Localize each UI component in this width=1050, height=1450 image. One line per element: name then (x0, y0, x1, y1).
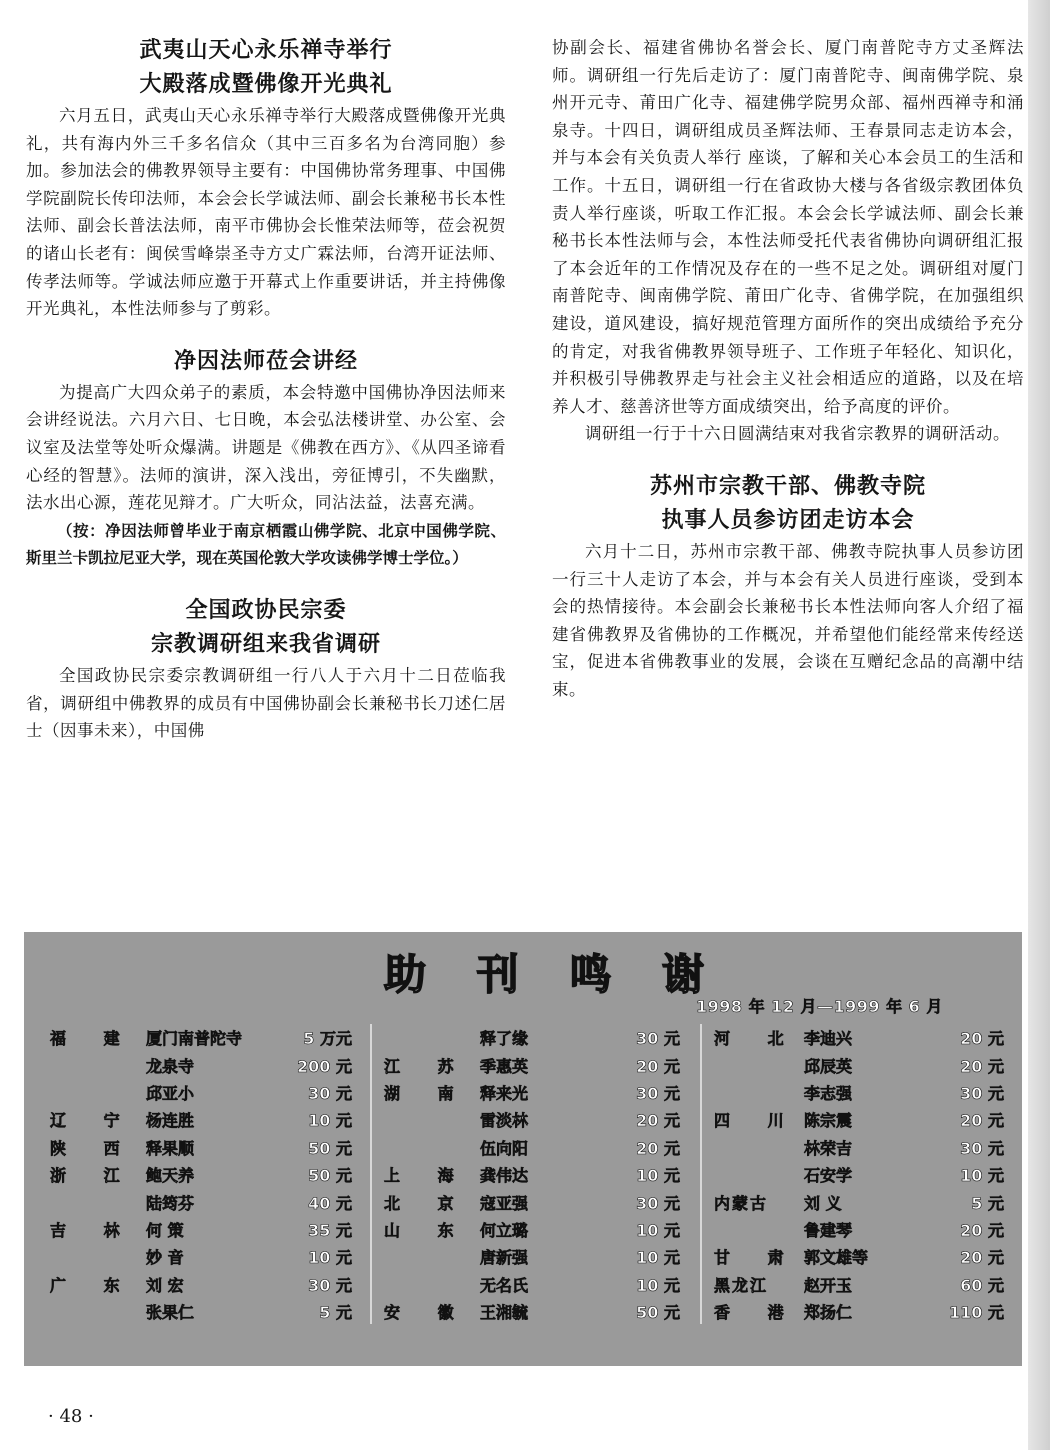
article3-title-line1: 全国政协民宗委 (185, 597, 347, 623)
donor-province (714, 1079, 804, 1106)
donation-title-char: 鸣 (569, 950, 612, 999)
donor-name: 雷淡林 (480, 1111, 529, 1131)
donor-row (50, 1298, 352, 1325)
article1-body: 六月五日，武夷山天心永乐禅寺举行大殿落成暨佛像开光典礼，共有海内外三千多名信众（其中三百多名为台湾同胞）参加。参加法会的佛教界领导主要有：中国佛协常务理事、中国佛学院副院长传印法师，本会会长学诚法师、副会长兼秘书长本性法师、副会长普法法师，南平市佛协会长惟荣法师等，莅会祝贺的诸山长老有：闽侯雪峰崇圣寺方丈广霖法师，台湾开证法师、传孝法师等。学诚法师应邀于开幕式上作重要讲话，并主持佛像开光典礼，本性法师参与了剪彩。 (26, 106, 506, 319)
donor-province: 四 川 (714, 1111, 800, 1131)
article3-title-line2: 宗教调研组来我省调研 (150, 631, 381, 657)
donor-province (714, 1051, 804, 1078)
donor-name: 李迪兴 (804, 1029, 853, 1049)
donor-row (50, 1216, 352, 1243)
donor-amount: 20 元 (636, 1056, 680, 1076)
donor-row (384, 1298, 680, 1325)
donor-amount: 10 元 (308, 1248, 352, 1268)
article4-body: 六月十二日，苏州市宗教干部、佛教寺院执事人员参访团一行三十人走访了本会，并与本会有关人员进行座谈，受到本会的热情接待。本会副会长兼秘书长本性法师向客人介绍了福建省佛教界及省佛协的工作概况，并希望他们能经常来传经送宝，促进本省佛教事业的发展，会谈在互赠纪念品的高潮中结束。 (552, 541, 1024, 699)
donor-name: 无名氏 (480, 1275, 529, 1295)
donor-row (384, 1024, 680, 1051)
donor-province: 上 海 (384, 1166, 470, 1186)
donor-row (384, 1134, 680, 1161)
donor-name: 季惠英 (480, 1056, 529, 1076)
donor-province: 湖 南 (384, 1083, 470, 1103)
donor-row (50, 1024, 352, 1051)
donor-name: 刘 宏 (146, 1275, 184, 1295)
donor-row (384, 1216, 680, 1243)
donor-name: 李志强 (804, 1083, 853, 1103)
donor-name: 邱辰英 (804, 1056, 853, 1076)
donor-name: 陆筠芬 (146, 1193, 195, 1213)
donor-province: 辽 宁 (50, 1111, 136, 1131)
donor-row (50, 1079, 352, 1106)
donor-name: 赵开玉 (804, 1275, 853, 1295)
article3-body-right: 协副会长、福建省佛协名誉会长、厦门南普陀寺方丈圣辉法师。调研组一行先后走访了：厦门南普陀寺、闽南佛学院、泉州开元寺、莆田广化寺、福建佛学院男众部、福州西禅寺和涌泉寺。十四日，调研组成员圣辉法师、王春景同志走访本会，并与本会有关负责人举行 座谈，了解和关心本会员工的生活和工作。十五日，调研组一行在省政协大楼与各省级宗教团体负责人举行座谈，听取工作汇报。本会会长学诚法师、副会长兼秘书长本性法师与会，本性法师受托代表省佛协向调研组汇报了本会近年的工作情况及存在的一些不足之处。调研组对厦门南普陀寺、闽南佛学院、莆田广化寺、省佛学院，在加强组织建设，道风建设，搞好规范管理方面所作的突出成绩给予充分的肯定，对我省佛教界领导班子、工作班子年轻化、知识化，并积极引导佛教界走与社会主义社会相适应的道路，以及在培养人才、慈善济世等方面成绩突出，给予高度的评价。 (552, 38, 1024, 416)
page-edge-shadow (1028, 0, 1050, 1450)
donor-name: 王湘毓 (480, 1303, 529, 1323)
donor-province: 安 徽 (384, 1303, 470, 1323)
donor-province: 浙 江 (50, 1166, 136, 1186)
donor-row (714, 1271, 1004, 1298)
donor-name: 石安学 (804, 1166, 853, 1186)
donor-row (384, 1051, 680, 1078)
donor-province: 吉 林 (50, 1220, 136, 1240)
donor-amount: 20 元 (960, 1029, 1004, 1049)
article3-body-right2: 调研组一行于十六日圆满结束对我省宗教界的调研活动。 (585, 424, 1010, 444)
donor-amount: 20 元 (960, 1111, 1004, 1131)
donor-row (384, 1161, 680, 1188)
left-column (26, 34, 506, 745)
donor-row (714, 1188, 1004, 1215)
donor-province: 香 港 (714, 1303, 800, 1323)
donor-row (714, 1216, 1004, 1243)
donor-amount: 50 元 (636, 1303, 680, 1323)
donor-row (714, 1079, 1004, 1106)
donor-row (714, 1298, 1004, 1325)
donor-name: 陈宗震 (804, 1111, 853, 1131)
donor-row (714, 1106, 1004, 1133)
donor-province: 山 东 (384, 1220, 470, 1240)
donor-name: 伍向阳 (480, 1138, 529, 1158)
donor-province (384, 1024, 480, 1051)
donor-row (50, 1106, 352, 1133)
donor-row (50, 1134, 352, 1161)
donor-name: 厦门南普陀寺 (146, 1029, 243, 1049)
donor-province: 北 京 (384, 1193, 470, 1213)
donor-name: 郭文雄等 (804, 1248, 869, 1268)
article3-body-left: 全国政协民宗委宗教调研组一行八人于六月十二日莅临我省，调研组中佛教界的成员有中国佛协副会长兼秘书长刀述仁居士（因事未来），中国佛 (26, 665, 506, 741)
donor-amount: 30 元 (636, 1029, 680, 1049)
donor-amount: 30 元 (960, 1138, 1004, 1158)
donor-province: 江 苏 (384, 1056, 470, 1076)
column-divider (700, 1024, 702, 1324)
donor-name: 寇亚强 (480, 1193, 529, 1213)
column-divider (370, 1024, 372, 1324)
donor-row (384, 1079, 680, 1106)
donor-amount: 20 元 (636, 1138, 680, 1158)
donor-amount: 10 元 (960, 1166, 1004, 1186)
donor-province (50, 1243, 146, 1270)
donor-name: 鲍天养 (146, 1166, 195, 1186)
donor-province (50, 1079, 146, 1106)
donor-amount: 20 元 (960, 1220, 1004, 1240)
donor-amount: 50 元 (308, 1138, 352, 1158)
donor-province (714, 1161, 804, 1188)
donor-name: 释来光 (480, 1083, 529, 1103)
donor-amount: 5 万元 (303, 1029, 352, 1049)
donor-province (384, 1243, 480, 1270)
donor-row (50, 1188, 352, 1215)
donor-name: 妙 音 (146, 1248, 184, 1268)
donation-date-range: 1998 年 12 月—1999 年 6 月 (696, 997, 943, 1016)
donor-name: 杨连胜 (146, 1111, 195, 1131)
donor-name: 龚伟达 (480, 1166, 529, 1186)
donor-amount: 30 元 (636, 1083, 680, 1103)
donor-amount: 10 元 (636, 1166, 680, 1186)
article2-note: （按：净因法师曾毕业于南京栖霞山佛学院、北京中国佛学院、斯里兰卡凯拉尼亚大学，现在英国伦敦大学攻读佛学博士学位。） (26, 520, 506, 568)
donor-province: 陕 西 (50, 1138, 136, 1158)
donor-amount: 35 元 (308, 1220, 352, 1240)
donor-amount: 5 元 (971, 1193, 1004, 1213)
donor-name: 刘 义 (804, 1193, 842, 1213)
donor-province: 黑龙江 (714, 1275, 769, 1295)
donation-title-char: 谢 (661, 950, 704, 999)
article4-title-line2: 执事人员参访团走访本会 (661, 507, 915, 533)
donor-amount: 20 元 (636, 1111, 680, 1131)
donor-row (384, 1243, 680, 1270)
donor-row (384, 1106, 680, 1133)
donor-province (714, 1216, 804, 1243)
donor-amount: 60 元 (960, 1275, 1004, 1295)
donor-amount: 110 元 (949, 1303, 1004, 1323)
article4-title-line1: 苏州市宗教干部、佛教寺院 (649, 473, 926, 499)
donor-row (50, 1243, 352, 1270)
donor-amount: 10 元 (636, 1220, 680, 1240)
donor-province: 甘 肃 (714, 1248, 800, 1268)
page-number: · 48 · (48, 1406, 94, 1427)
donor-name: 何 策 (146, 1220, 184, 1240)
donor-amount: 30 元 (636, 1193, 680, 1213)
donation-title-char: 刊 (476, 950, 519, 999)
donor-row (714, 1243, 1004, 1270)
donor-amount: 40 元 (308, 1193, 352, 1213)
donor-province: 河 北 (714, 1029, 800, 1049)
donor-province (384, 1271, 480, 1298)
donor-name: 何立璐 (480, 1220, 529, 1240)
donor-row (714, 1161, 1004, 1188)
donor-name: 林荣吉 (804, 1138, 853, 1158)
donor-table-col1 (50, 1024, 352, 1325)
donor-name: 释果顺 (146, 1138, 195, 1158)
donor-province (714, 1134, 804, 1161)
donation-acknowledgement-box (24, 932, 1022, 1366)
donor-province: 广 东 (50, 1275, 136, 1295)
right-column (552, 34, 1024, 703)
donor-table-col3 (714, 1024, 1004, 1325)
donor-name: 唐新强 (480, 1248, 529, 1268)
donor-province: 内蒙古 (714, 1193, 769, 1213)
donor-amount: 30 元 (960, 1083, 1004, 1103)
donor-amount: 10 元 (308, 1111, 352, 1131)
donation-title-char: 助 (384, 950, 427, 999)
donor-name: 张果仁 (146, 1303, 195, 1323)
donor-province (50, 1298, 146, 1325)
donor-row (714, 1024, 1004, 1051)
donor-amount: 30 元 (308, 1083, 352, 1103)
donor-amount: 20 元 (960, 1248, 1004, 1268)
article1-title-line1: 武夷山天心永乐禅寺举行 (139, 38, 393, 63)
donor-name: 郑扬仁 (804, 1303, 853, 1323)
donor-name: 释了缘 (480, 1029, 529, 1049)
donor-amount: 30 元 (308, 1275, 352, 1295)
donor-row (714, 1134, 1004, 1161)
donor-province (384, 1106, 480, 1133)
donor-amount: 5 元 (319, 1303, 352, 1323)
donor-name: 邱亚小 (146, 1083, 195, 1103)
donor-row (50, 1161, 352, 1188)
donor-province: 福 建 (50, 1029, 136, 1049)
donor-name: 鲁建琴 (804, 1220, 853, 1240)
donor-province (384, 1134, 480, 1161)
donor-amount: 20 元 (960, 1056, 1004, 1076)
donor-row (714, 1051, 1004, 1078)
donor-province (50, 1188, 146, 1215)
donor-amount: 10 元 (636, 1248, 680, 1268)
donor-province (50, 1051, 146, 1078)
donation-title (384, 944, 704, 1000)
donor-row (384, 1188, 680, 1215)
donor-table-col2 (384, 1024, 680, 1325)
donor-name: 龙泉寺 (146, 1056, 195, 1076)
article2-title: 净因法师莅会讲经 (173, 348, 358, 374)
donor-amount: 50 元 (308, 1166, 352, 1186)
donor-row (384, 1271, 680, 1298)
donor-amount: 200 元 (297, 1056, 352, 1076)
donor-row (50, 1271, 352, 1298)
article1-title-line2: 大殿落成暨佛像开光典礼 (139, 72, 393, 97)
donor-row (50, 1051, 352, 1078)
donor-amount: 10 元 (636, 1275, 680, 1295)
article2-body: 为提高广大四众弟子的素质，本会特邀中国佛协净因法师来会讲经说法。六月六日、七日晚，本会弘法楼讲堂、办公室、会议室及法堂等处听众爆满。讲题是《佛教在西方》、《从四圣谛看心经的智慧》。法师的演讲，深入浅出，旁征博引，不失幽默，法水出心源，莲花见辩才。广大听众，同沾法益，法喜充满。 (26, 382, 506, 513)
